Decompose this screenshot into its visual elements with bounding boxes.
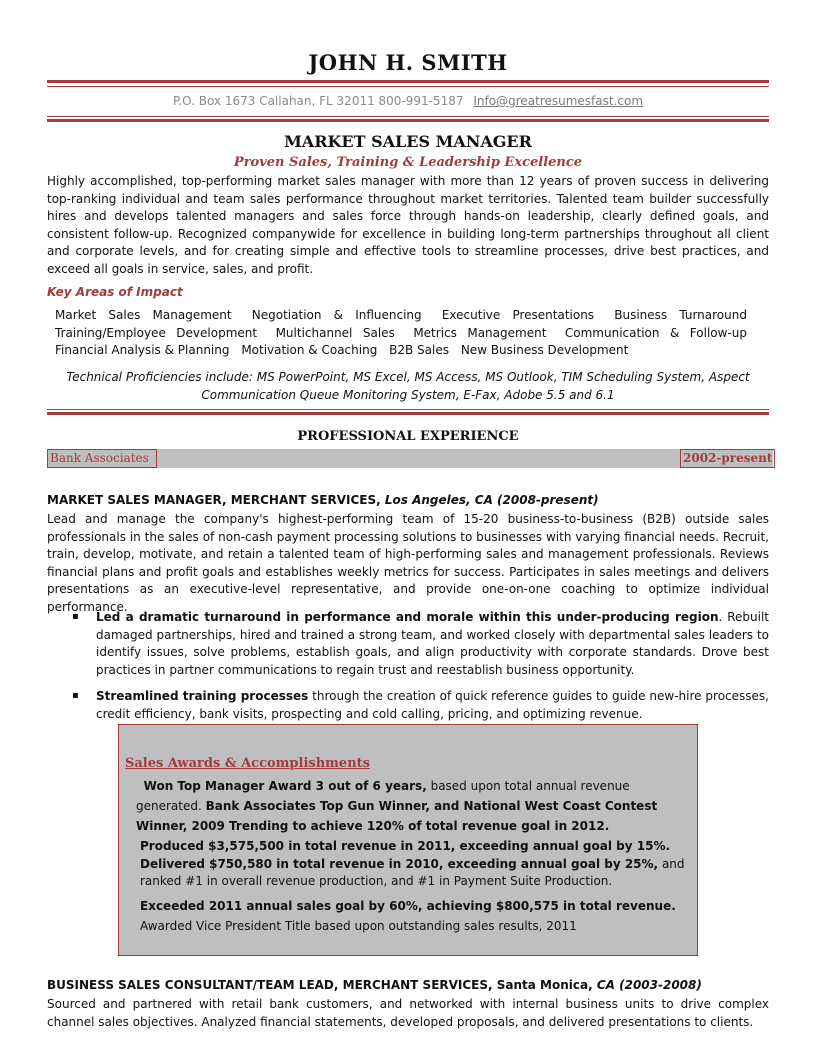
header-rule-top-thin [47, 86, 769, 87]
key-area-item: Communication & Follow-up [564, 325, 747, 340]
awards-title: Sales Awards & Accomplishments [125, 756, 370, 771]
role-location: Los Angeles, CA (2008-present) [384, 493, 599, 507]
key-area-item: Multichannel Sales [275, 325, 395, 340]
summary-paragraph: Highly accomplished, top-performing market sales manager with more than 12 years of proven success in delivering top-ranking individual and team sales performance throughout market territories. Talented team builder successfully hires and develops talented managers and sales force through hands-on leadership, clearly defined goals, and consistent follow-up. Recognized companywide for excellence in building long-term partnerships throughout all client and corporate levels, and for creating simple and effective tools to streamline processes, drive best practices, and exceed all goals in service, sales, and profit. [47, 174, 769, 276]
header-rule-bottom-thin [47, 116, 769, 117]
key-area-item: Metrics Management [413, 325, 547, 340]
bullet-bold: Streamlined training processes [96, 689, 309, 703]
award-text: based upon total annual revenue generated. [136, 779, 630, 813]
award-item [140, 856, 690, 890]
role-description: Sourced and partnered with retail bank customers, and networked with internal business units to drive complex channel sales objectives. Analyzed financial statements, developed proposals, and delivered presentations to clients. [47, 997, 769, 1029]
role-title-text: MARKET SALES MANAGER, MERCHANT SERVICES, [47, 493, 385, 507]
header-rule-bottom [47, 119, 769, 122]
role-title [47, 493, 599, 507]
key-area-item: B2B Sales [389, 343, 449, 358]
section-rule [47, 412, 769, 415]
role-description: Lead and manage the company's highest-performing team of 15-20 business-to-business (B2B) outside sales professionals in the sales of non-cash payment processing solutions to businesses with varying financial needs. Recruit, train, develop, motivate, and retain a talented team of high-performing sales and management professionals. Reviews financial plans and profit goals and establishes weekly metrics for success. Participates in sales meetings and delivers presentations as an executive-level representative, and provide one-on-one coaching to optimize individual performance. [47, 512, 769, 614]
key-area-item: Motivation & Coaching [241, 343, 378, 358]
award-bold: Exceeded 2011 annual sales goal by 60%, achieving $800,575 in total revenue. [140, 899, 676, 913]
key-area-item: Negotiation & Influencing [251, 308, 422, 322]
award-bold: Produced $3,575,500 in total revenue in 2011, exceeding annual goal by 15%. [140, 839, 671, 853]
award-text: Awarded Vice President Title based upon outstanding sales results, 2011 [140, 919, 577, 933]
contact-address: P.O. Box 1673 Callahan, FL 32011 800-991-5187 [172, 94, 464, 108]
key-area-item: Market Sales Management [55, 308, 232, 322]
award-item [140, 836, 690, 856]
award-bold: Won Top Manager Award 3 out of 6 years, [143, 779, 427, 793]
bullet-icon: ▪ [72, 611, 79, 622]
bullet-text: . Rebuilt damaged partnerships, hired and trained a strong team, and worked closely with departmental sales leaders to identify issues, solve problems, establish goals, and align productivity with corporate standards. Drove best practices in partner communications to regain trust and reestablish business opportunity. [96, 610, 770, 677]
key-area-item: Executive Presentations [441, 308, 595, 322]
achievement-bullet [96, 688, 769, 723]
award-bold: Bank Associates Top Gun Winner, and National West Coast Contest Winner, 2009 Trending to achieve 120% of total revenue goal in 2012. [136, 799, 658, 833]
company-name: Bank Associates [47, 449, 157, 468]
email-link[interactable]: Info@greatresumesfast.com [473, 94, 644, 108]
role-title [47, 978, 702, 992]
award-item [136, 776, 686, 836]
key-area-item: Financial Analysis & Planning [55, 343, 230, 358]
resume-title: MARKET SALES MANAGER [284, 132, 532, 151]
key-areas-label: Key Areas of Impact [47, 285, 183, 299]
company-dates: 2002-present [680, 449, 775, 468]
key-area-item: Training/Employee Development [55, 325, 258, 340]
role-location: CA (2003-2008) [596, 978, 702, 992]
section-title-experience: PROFESSIONAL EXPERIENCE [297, 429, 519, 444]
candidate-name: JOHN H. SMITH [308, 50, 508, 75]
award-item [140, 896, 690, 936]
resume-subtitle: Proven Sales, Training & Leadership Excellence [233, 155, 583, 170]
award-text: and ranked #1 in overall revenue production, and #1 in Payment Suite Production. [140, 857, 685, 888]
key-areas-list [55, 307, 755, 360]
role-title-text: BUSINESS SALES CONSULTANT/TEAM LEAD, MERCHANT SERVICES, Santa Monica, [47, 978, 597, 992]
bullet-icon: ▪ [72, 690, 79, 701]
key-area-item: New Business Development [460, 343, 629, 358]
award-bold: Delivered $750,580 in total revenue in 2010, exceeding annual goal by 25%, [140, 857, 659, 871]
key-area-item: Business Turnaround [614, 308, 747, 322]
bullet-bold: Led a dramatic turnaround in performance and morale within this under-producing region [96, 610, 719, 624]
contact-line [0, 94, 816, 108]
section-rule-thin [47, 409, 769, 410]
bullet-text: through the creation of quick reference guides to guide new-hire processes, credit efficiency, bank visits, prospecting and cold calling, pricing, and optimizing revenue. [96, 689, 769, 721]
technical-proficiencies: Technical Proficiencies include: MS PowerPoint, MS Excel, MS Access, MS Outlook, TIM Scheduling System, Aspect Communication Queue Monitoring System, E-Fax, Adobe 5.5 and 6.1 [66, 370, 750, 402]
achievement-bullet [96, 609, 769, 679]
header-rule-top [47, 80, 769, 83]
